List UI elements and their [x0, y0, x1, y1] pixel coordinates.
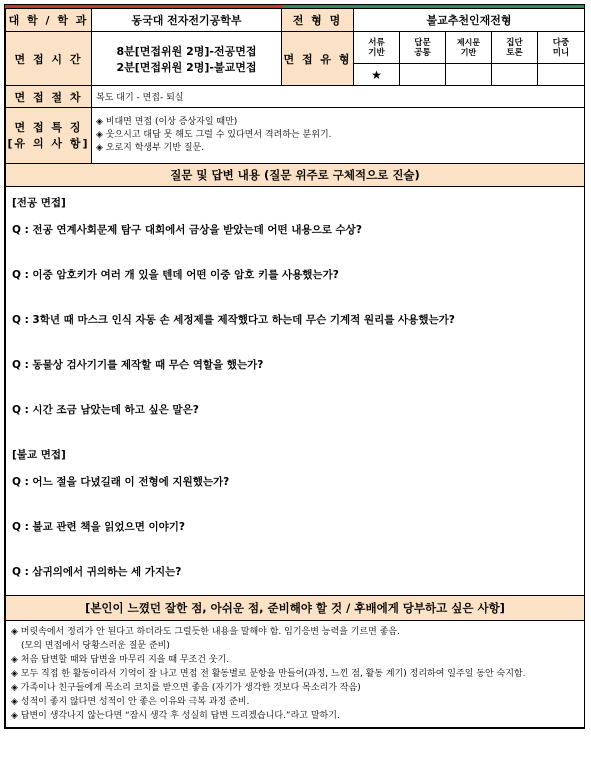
tip-item: ◈ 모두 직접 한 활동이라서 기억이 잘 나고 면접 전 활동별로 문항을 만들어(과정, 느낀 점, 활동 계기) 정리하여 일주일 동안 숙지함.	[11, 669, 526, 679]
type-group-label: 집단 토론	[506, 37, 523, 58]
info-table	[5, 8, 585, 728]
buddhism-section-title: [불교 면접]	[12, 449, 66, 461]
features-label-1: 면 접 특 징	[14, 120, 83, 134]
feature-item: ◈ 오로지 학생부 기반 질문.	[96, 143, 205, 153]
question: Q : 이중 암호키가 여러 개 있을 텐데 어떤 이중 암호 키를 사용했는가?	[12, 269, 339, 281]
type-passage	[446, 32, 492, 64]
question: Q : 3학년 때 마스크 인식 자동 손 세정제를 제작했다고 하는데 무슨 기계적 원리를 사용했는가?	[12, 314, 455, 326]
type-common	[400, 32, 446, 64]
feature-item: ◈ 웃으시고 대답 못 해도 그럴 수 있다면서 격려하는 분위기.	[96, 130, 332, 140]
dept-label: 대 학 / 학 과	[6, 9, 92, 32]
type-common-mark	[400, 64, 446, 86]
tip-item: ◈ 머릿속에서 정리가 안 된다고 하더라도 그럴듯한 내용을 말해야 함. 임기응변 능력을 기르면 좋음.	[11, 627, 400, 637]
qa-banner: 질문 및 답변 내용 (질문 위주로 구체적으로 진술)	[6, 164, 585, 187]
features-label-2: [유 의 사 항]	[7, 136, 90, 150]
tips-section	[6, 621, 585, 728]
type-passage-mark	[446, 64, 492, 86]
question: Q : 불교 관련 책을 읽었으면 이야기?	[12, 521, 186, 533]
question: Q : 전공 연계사회문제 탐구 대회에서 금상을 받았는데 어떤 내용으로 수상?	[12, 224, 362, 236]
procedure-label: 면 접 절 차	[6, 86, 92, 108]
type-label: 면 접 유 형	[282, 32, 354, 86]
question: Q : 동물상 검사기기를 제작할 때 무슨 역할을 했는가?	[12, 359, 264, 371]
time-value	[92, 32, 282, 86]
type-mini	[538, 32, 585, 64]
tip-item: ◈ 가족이나 친구들에게 목소리 코치를 받으면 좋음 (자기가 생각한 것보다 목소리가 작음)	[11, 683, 361, 693]
tip-item: (모의 면접에서 당황스러운 질문 준비)	[21, 641, 170, 651]
feature-item: ◈ 비대면 면접 (이상 증상자일 때만)	[96, 117, 238, 127]
type-common-label: 답문 공통	[414, 37, 431, 58]
tip-item: ◈ 처음 답변할 때와 답변을 마무리 지을 때 무조건 웃기.	[11, 655, 230, 665]
features-list	[92, 108, 585, 164]
tip-item: ◈ 성적이 좋지 않다면 성적이 안 좋은 이유와 극복 과정 준비.	[11, 697, 250, 707]
question: Q : 어느 절을 다녔길래 이 전형에 지원했는가?	[12, 476, 230, 488]
interview-sheet	[4, 4, 585, 729]
type-document-label: 서류 기반	[368, 37, 385, 58]
time-line-2: 2분[면접위원 2명]-불교면접	[116, 60, 257, 74]
dept-value: 동국대 전자전기공학부	[92, 9, 282, 32]
tip-item: ◈ 답변이 생각나지 않는다면 “잠시 생각 후 성실히 답변 드리겠습니다.”라고 말하기.	[11, 711, 340, 721]
type-document	[354, 32, 400, 64]
features-label	[6, 108, 92, 164]
time-label: 면 접 시 간	[6, 32, 92, 86]
type-mini-label: 다중 미니	[552, 37, 570, 58]
type-document-mark: ★	[354, 64, 400, 86]
question: Q : 삼귀의에서 귀의하는 세 가지는?	[12, 566, 182, 578]
type-group-mark	[492, 64, 538, 86]
type-mini-mark	[538, 64, 585, 86]
track-value: 불교추천인재전형	[354, 9, 585, 32]
procedure-value: 복도 대기 - 면접- 퇴실	[92, 86, 585, 108]
type-passage-label: 제시문 기반	[456, 37, 481, 57]
qa-section	[6, 187, 585, 596]
major-section-title: [전공 면접]	[12, 197, 66, 209]
tips-banner: [본인이 느꼈던 잘한 점, 아쉬운 점, 준비해야 할 것 / 후배에게 당부하고 싶은 사항]	[6, 596, 585, 621]
time-line-1: 8분[면접위원 2명]-전공면접	[116, 44, 257, 58]
question: Q : 시간 조금 남았는데 하고 싶은 말은?	[12, 404, 199, 416]
track-label: 전 형 명	[282, 9, 354, 32]
type-group	[492, 32, 538, 64]
